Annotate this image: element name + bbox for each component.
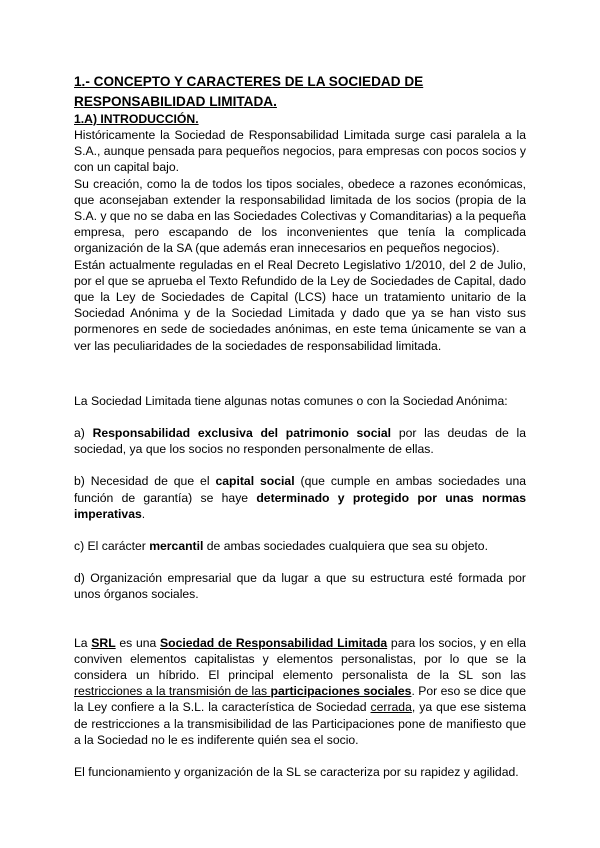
- item-b-bold-2: determinado y protegido por unas normas imperativas: [74, 490, 526, 521]
- closing-paragraph: El funcionamiento y organización de la SL se caracteriza por su rapidez y agilidad.: [74, 765, 519, 780]
- common-notes-intro: La Sociedad Limitada tiene algunas notas comunes o con la Sociedad Anónima:: [74, 393, 508, 408]
- intro-paragraph-3: Están actualmente reguladas en el Real Decreto Legislativo 1/2010, del 2 de Julio, por el que se aprueba el Texto Refundido de la Ley de Sociedades de Capital, dado que la Ley de Sociedades de Capital (LCS) hace un tratamiento unitario de la Sociedad Anónima y de la Sociedad Limitada y dado que ya se han visto sus pormenores en sede de sociedades anónimas, en este tema únicamente se van a ver las peculiaridades de la sociedades de responsabilidad limitada.: [74, 257, 526, 353]
- item-c-bold: mercantil: [149, 539, 204, 554]
- item-a-rest: por las deudas de la sociedad, ya que los socios no responden personalmente de ellas.: [74, 426, 526, 457]
- item-c-prefix: c) El carácter: [74, 539, 150, 554]
- srl-participaciones: participaciones sociales: [270, 684, 412, 699]
- srl-term: SRL: [91, 635, 116, 650]
- item-b-mid: (que cumple en ambas sociedades una función de garantía) se haye: [74, 474, 527, 505]
- srl-t4: . Por eso se dice que la Ley confiere a la S.L. la característica de Sociedad: [74, 684, 526, 715]
- srl-full-term: Sociedad de Responsabilidad Limitada: [160, 635, 388, 650]
- document-page: [74, 72, 526, 780]
- item-b-prefix: b) Necesidad de que el: [74, 474, 216, 489]
- list-item-a: [74, 425, 526, 457]
- item-a-prefix: a): [74, 426, 93, 441]
- intro-paragraph-1: Históricamente la Sociedad de Responsabilidad Limitada surge casi paralela a la S.A., aunque pensada para pequeños negocios, para empresas con pocos socios y con un capital bajo.: [74, 128, 526, 175]
- list-item-d: d) Organización empresarial que da lugar a que su estructura esté formada por unos órganos sociales.: [74, 571, 526, 602]
- srl-t5: , ya que ese sistema de restricciones a la transmisibilidad de las Participaciones pone de manifiesto que a la Sociedad no le es indiferente quién sea el socio.: [74, 700, 526, 747]
- list-item-b: [74, 473, 526, 522]
- list-item-c: [74, 538, 526, 554]
- srl-t2: es una: [115, 635, 161, 650]
- srl-paragraph: [74, 635, 526, 748]
- item-a-bold: Responsabilidad exclusiva del patrimonio social: [92, 426, 392, 441]
- srl-t1: La: [74, 635, 92, 650]
- intro-paragraph-2: Su creación, como la de todos los tipos sociales, obedece a razones económicas, que aconsejaban extender la responsabilidad limitada de los socios (propia de la S.A. y que no se daba en las Sociedades Colectivas y Comanditarias) a la pequeña empresa, pero escapando de los inconvenientes que tenía la complicada organización de la SA (que además eran innecesarios en pequeños negocios).: [74, 176, 526, 256]
- srl-t3: para los socios, y en ella conviven elementos capitalistas y elementos personalistas, por lo que se la considera un híbrido. El principal elemento personalista de la SL son las: [74, 635, 527, 683]
- srl-cerrada: cerrada: [370, 700, 412, 715]
- srl-restrictions: restricciones a la transmisión de las: [74, 684, 271, 699]
- page-title: 1.- CONCEPTO Y CARACTERES DE LA SOCIEDAD DE RESPONSABILIDAD LIMITADA.: [74, 74, 424, 109]
- item-b-bold-1: capital social: [215, 474, 295, 489]
- item-b-end: .: [141, 506, 146, 521]
- section-title: 1.A) INTRODUCCIÓN.: [74, 112, 199, 126]
- item-c-rest: de ambas sociedades cualquiera que sea su objeto.: [203, 539, 488, 554]
